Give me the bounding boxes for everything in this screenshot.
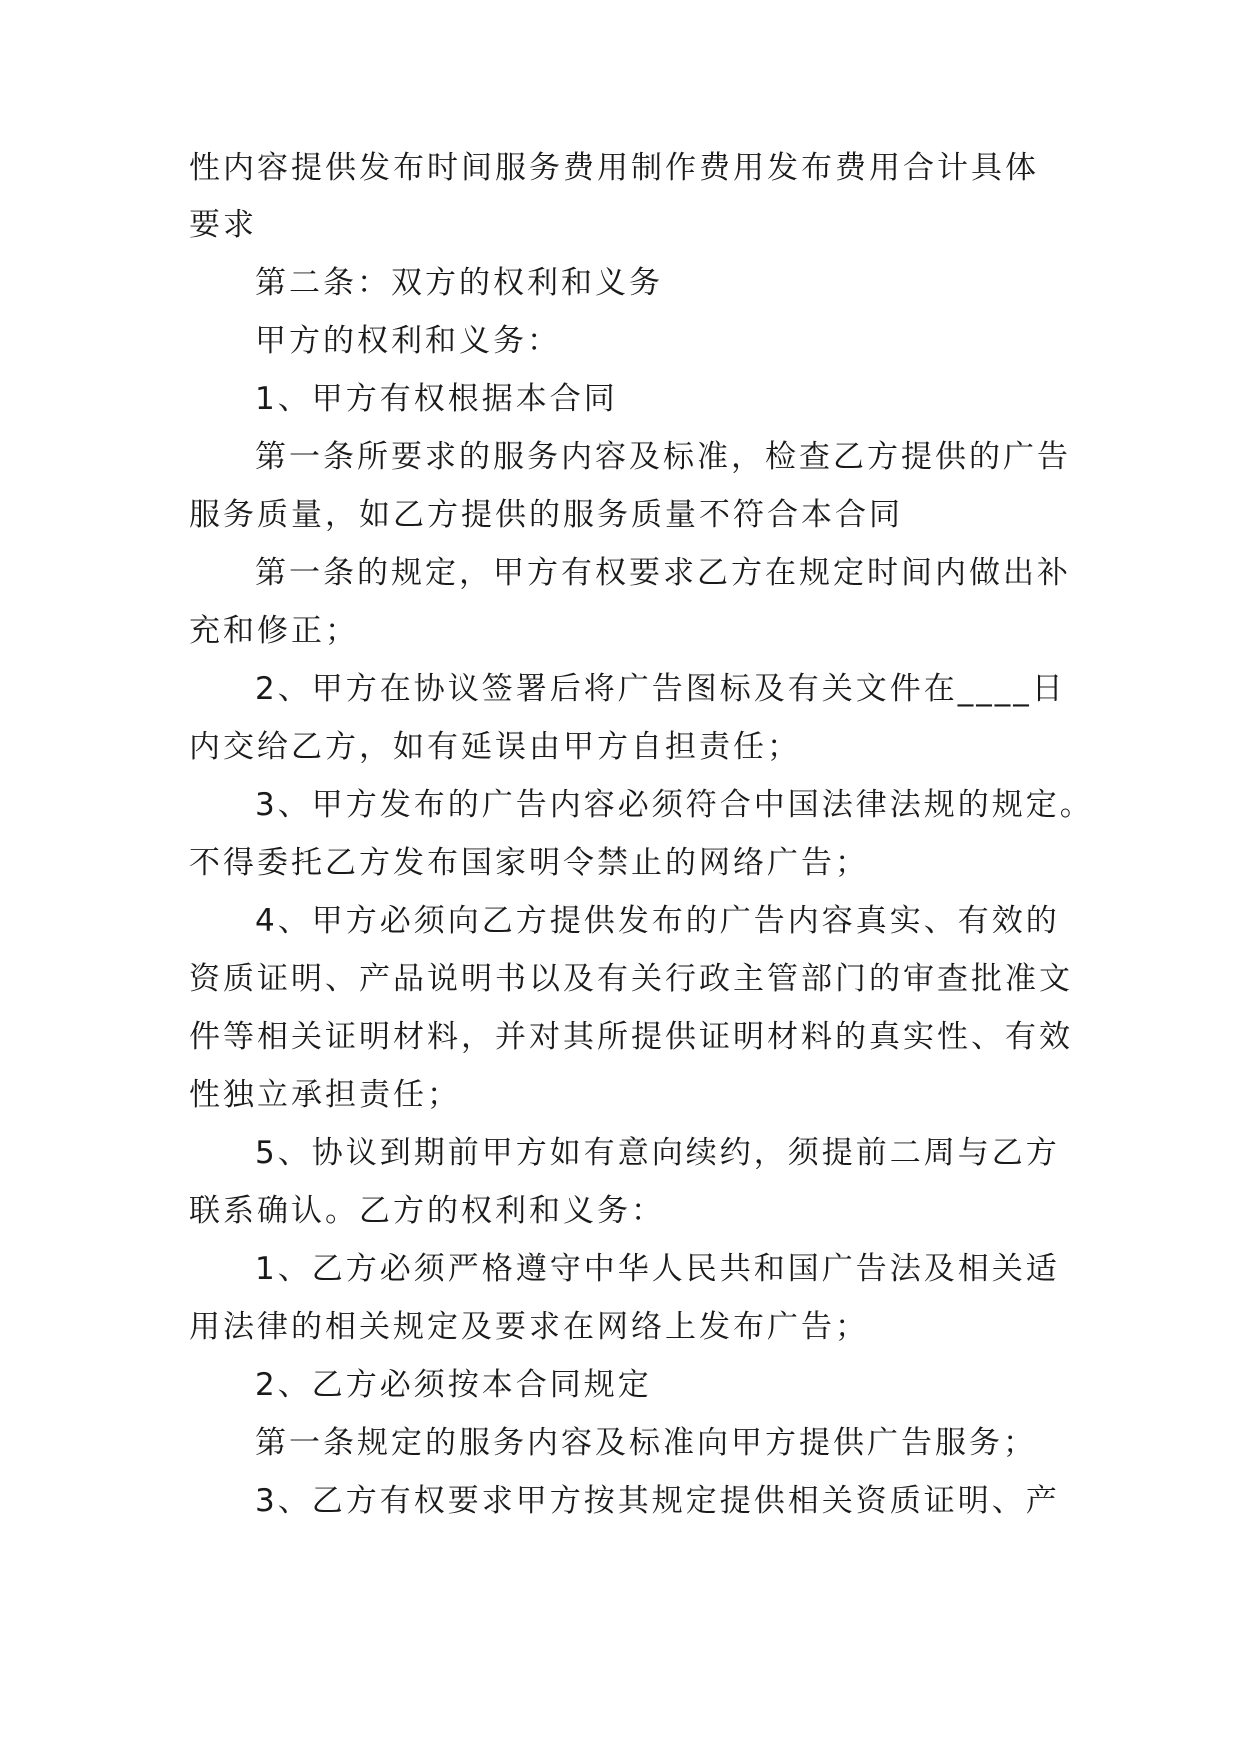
text-line: 资质证明、产品说明书以及有关行政主管部门的审查批准文 <box>189 961 1073 997</box>
text-line: 要求 <box>189 207 257 243</box>
text-line: 1、甲方有权根据本合同 <box>255 381 618 417</box>
text-line: 第一条所要求的服务内容及标准，检查乙方提供的广告 <box>255 439 1071 475</box>
text-line: 第一条的规定，甲方有权要求乙方在规定时间内做出补 <box>255 555 1071 591</box>
text-line: 2、乙方必须按本合同规定 <box>255 1367 652 1403</box>
text-line: 5、协议到期前甲方如有意向续约，须提前二周与乙方 <box>255 1135 1060 1171</box>
subsection-heading: 甲方的权利和义务： <box>255 323 561 359</box>
text-line: 用法律的相关规定及要求在网络上发布广告； <box>189 1309 869 1345</box>
text-line: 内交给乙方，如有延误由甲方自担责任； <box>189 729 801 765</box>
text-line: 3、乙方有权要求甲方按其规定提供相关资质证明、产 <box>255 1483 1060 1519</box>
section-heading: 第二条：双方的权利和义务 <box>255 265 663 301</box>
text-line: 2、甲方在协议签署后将广告图标及有关文件在____日 <box>255 671 1066 707</box>
text-line: 性独立承担责任； <box>189 1077 461 1113</box>
text-line: 1、乙方必须严格遵守中华人民共和国广告法及相关适 <box>255 1251 1060 1287</box>
text-line: 充和修正； <box>189 613 359 649</box>
text-line: 件等相关证明材料，并对其所提供证明材料的真实性、有效 <box>189 1019 1073 1055</box>
text-line: 3、甲方发布的广告内容必须符合中国法律法规的规定。 <box>255 787 1094 823</box>
text-line: 服务质量，如乙方提供的服务质量不符合本合同 <box>189 497 903 533</box>
text-line: 不得委托乙方发布国家明令禁止的网络广告； <box>189 845 869 881</box>
text-line: 联系确认。乙方的权利和义务： <box>189 1193 665 1229</box>
text-line: 第一条规定的服务内容及标准向甲方提供广告服务； <box>255 1425 1037 1461</box>
text-line: 性内容提供发布时间服务费用制作费用发布费用合计具体 <box>189 150 1039 186</box>
text-line: 4、甲方必须向乙方提供发布的广告内容真实、有效的 <box>255 903 1060 939</box>
